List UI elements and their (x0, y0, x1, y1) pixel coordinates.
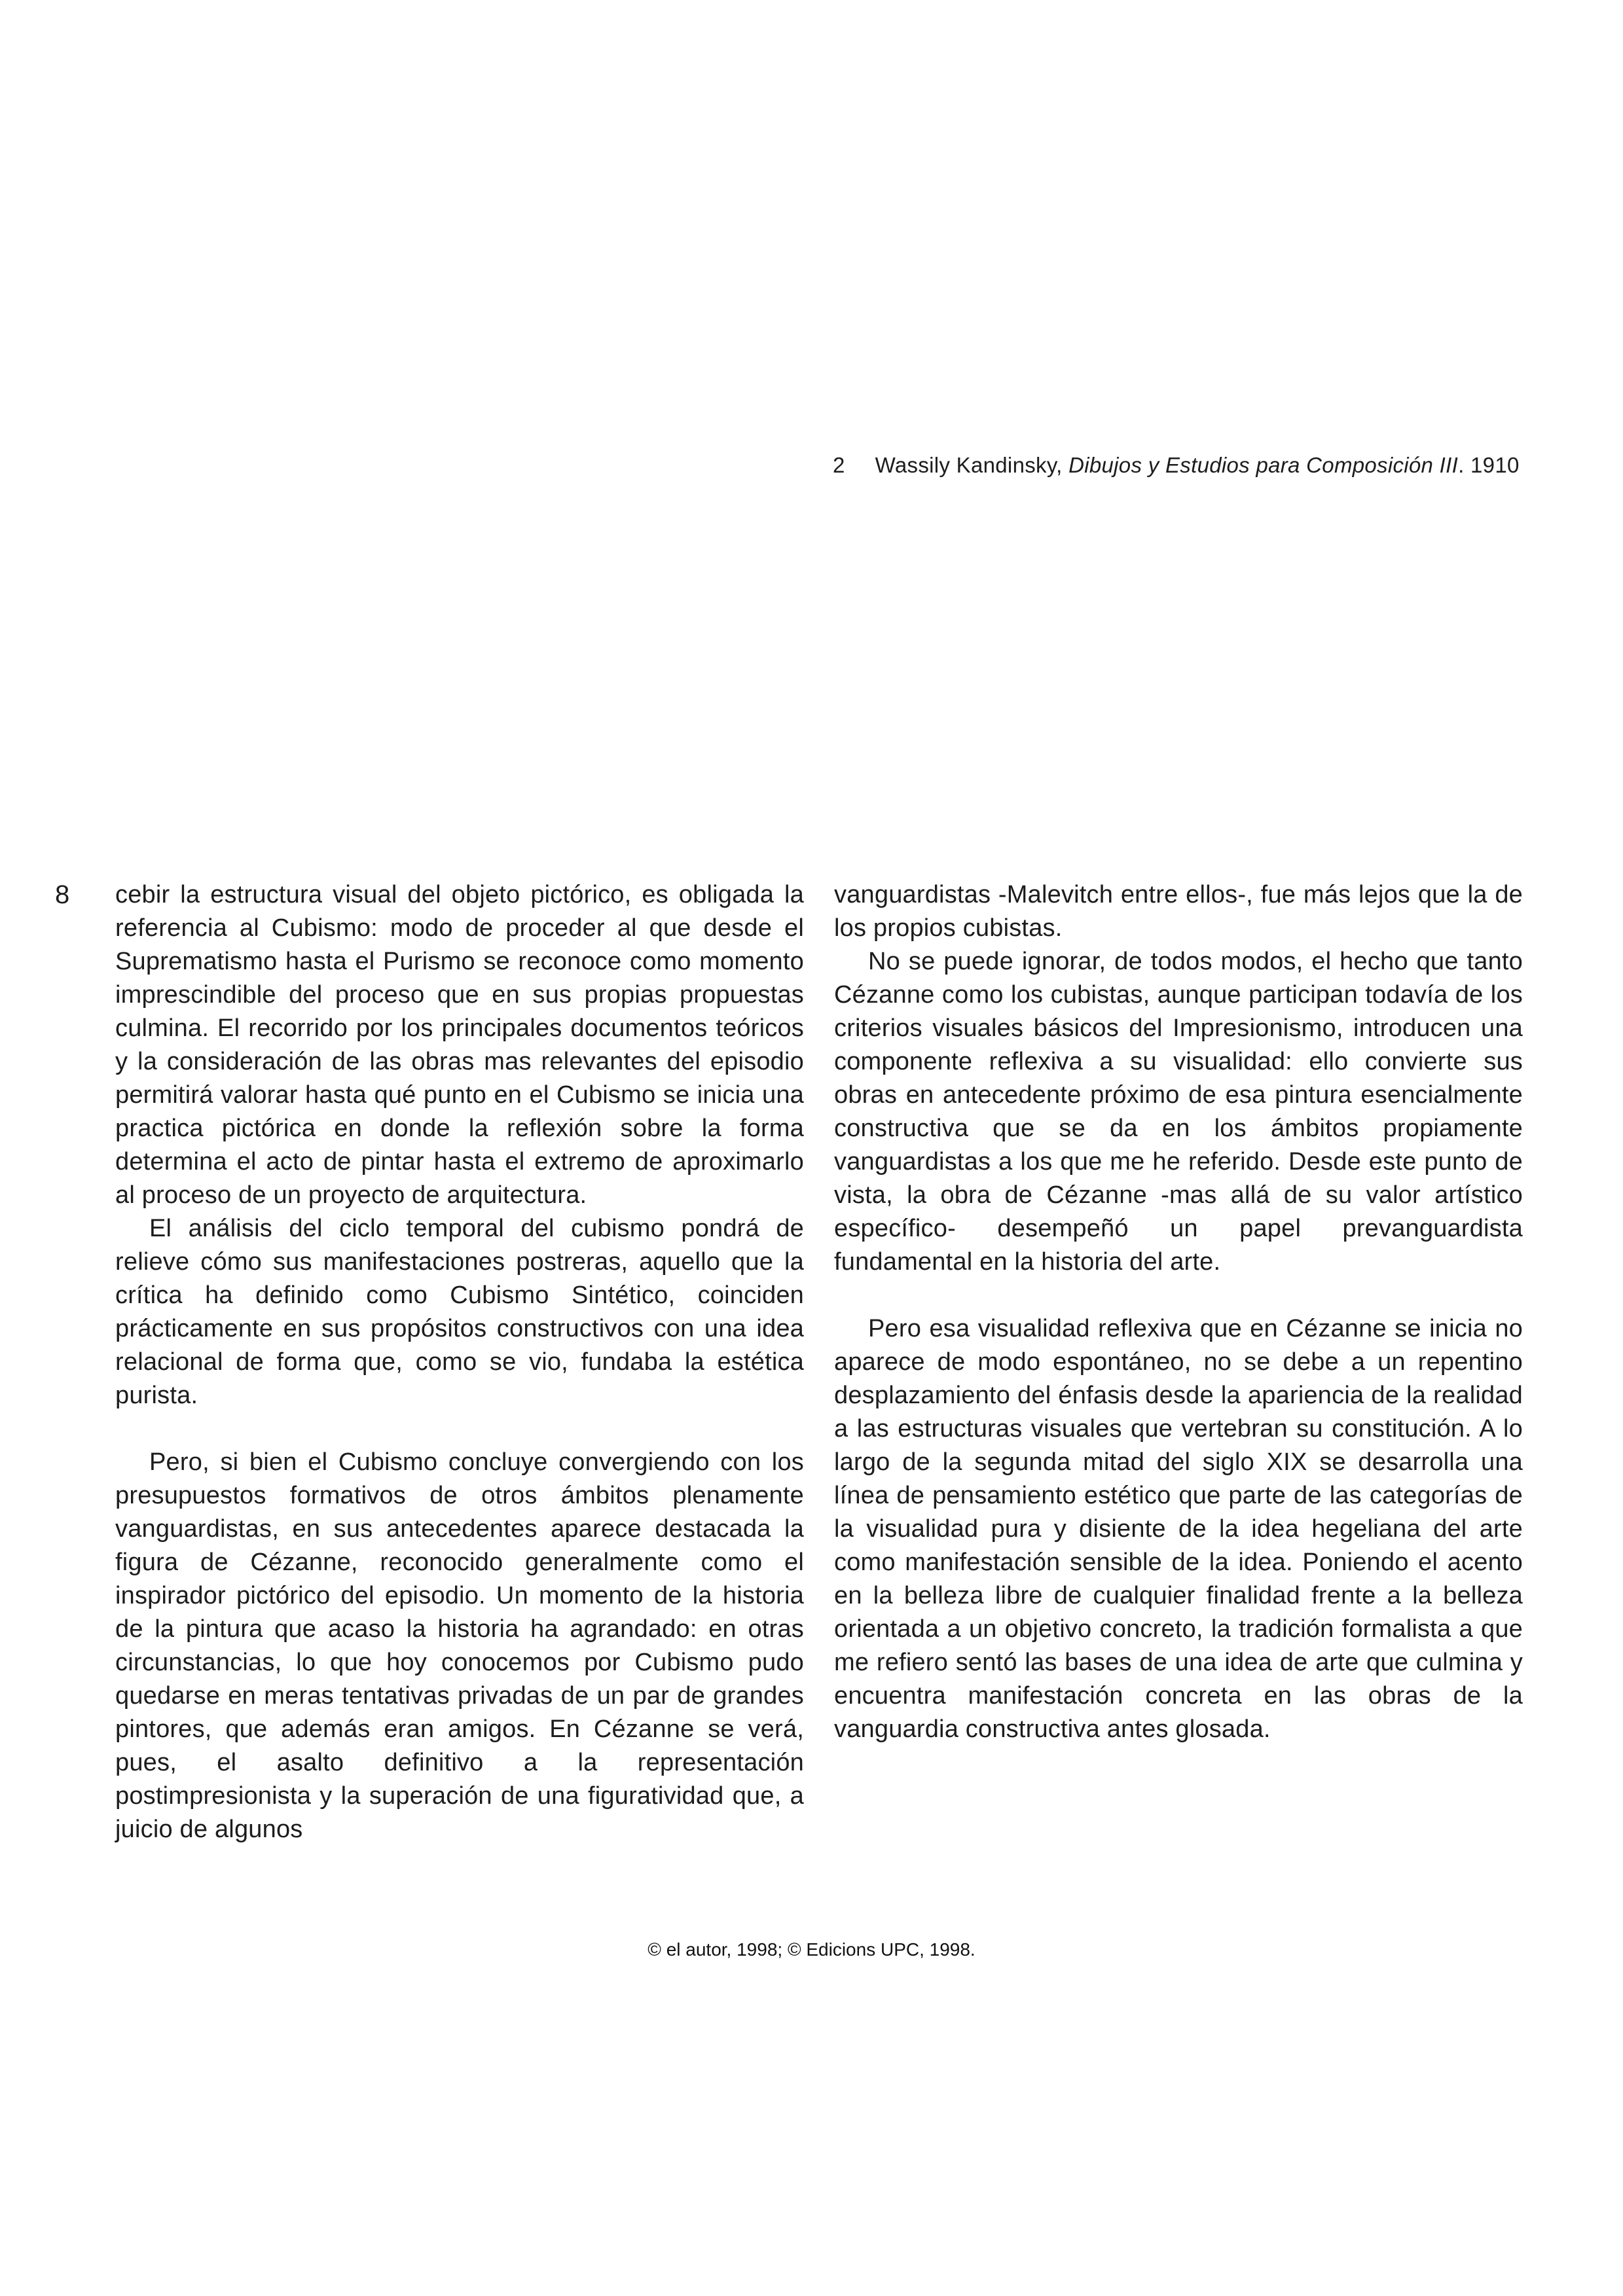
paragraph: Pero, si bien el Cubismo concluye convergiendo con los presupuestos formativos de otros ámbitos plenamente vanguardistas, en sus antecedentes aparece destacada la figura de Cézanne, reconocido generalmente como el inspirador pictórico del episodio. Un momento de la historia de la pintura que acaso la historia ha agrandado: en otras circunstancias, lo que hoy conocemos por Cubismo pudo quedarse en meras tentativas privadas de un par de grandes pintores, que además eran amigos. En Cézanne se verá, pues, el asalto definitivo a la representación postimpresionista y la superación de una figuratividad que, a juicio de algunos (115, 1448, 804, 1843)
paragraph: El análisis del ciclo temporal del cubismo pondrá de relieve cómo sus manifestaciones postreras, aquello que la crítica ha definido como Cubismo Sintético, coinciden prácticamente en sus propósitos constructivos con una idea relacional de forma que, como se vio, fundaba la estética purista. (115, 1215, 804, 1409)
left-column (115, 878, 804, 1846)
paragraph: vanguardistas -Malevitch entre ellos-, fue más lejos que la de los propios cubistas. (834, 881, 1523, 942)
figure-caption (833, 452, 1537, 479)
caption-figure-number: 2 (833, 453, 845, 477)
paragraph: No se puede ignorar, de todos modos, el hecho que tanto Cézanne como los cubistas, aunque participan todavía de los criterios visuales básicos del Impresionismo, introducen una componente reflexiva a su visualidad: ello convierte sus obras en antecedente próximo de esa pintura esencialmente constructiva que se da en los ámbitos propiamente vanguardistas a los que me he referido. Desde este punto de vista, la obra de Cézanne -mas allá de su valor artístico específico- desempeñó un papel prevanguardista fundamental en la historia del arte. (834, 948, 1523, 1276)
copyright-footer: © el autor, 1998; © Edicions UPC, 1998. (647, 1939, 976, 1960)
caption-year: . 1910 (1458, 453, 1520, 477)
page-number: 8 (55, 880, 70, 909)
caption-artwork-title: Dibujos y Estudios para Composición III (1068, 453, 1459, 477)
paragraph: Pero esa visualidad reflexiva que en Cézanne se inicia no aparece de modo espontáneo, no se debe a un repentino desplazamiento del énfasis desde la apariencia de la realidad a las estructuras visuales que vertebran su constitución. A lo largo de la segunda mitad del siglo XIX se desarrolla una línea de pensamiento estético que parte de las categorías de la visualidad pura y disiente de la idea hegeliana del arte como manifestación sensible de la idea. Poniendo el acento en la belleza libre de cualquier finalidad frente a la belleza orientada a un objetivo concreto, la tradición formalista a que me refiero sentó las bases de una idea de arte que culmina y encuentra manifestación concreta en las obras de la vanguardia constructiva antes glosada. (834, 1315, 1523, 1743)
right-column (834, 878, 1523, 1746)
paragraph: cebir la estructura visual del objeto pictórico, es obligada la referencia al Cubismo: modo de proceder al que desde el Suprematismo hasta el Purismo se reconoce como momento imprescindible del proceso que en sus propias propuestas culmina. El recorrido por los principales documentos teóricos y la consideración de las obras mas relevantes del episodio permitirá valorar hasta qué punto en el Cubismo se inicia una practica pictórica en donde la reflexión sobre la forma determina el acto de pintar hasta el extremo de aproximarlo al proceso de un proyecto de arquitectura. (115, 881, 804, 1209)
caption-author: Wassily Kandinsky, (875, 453, 1069, 477)
